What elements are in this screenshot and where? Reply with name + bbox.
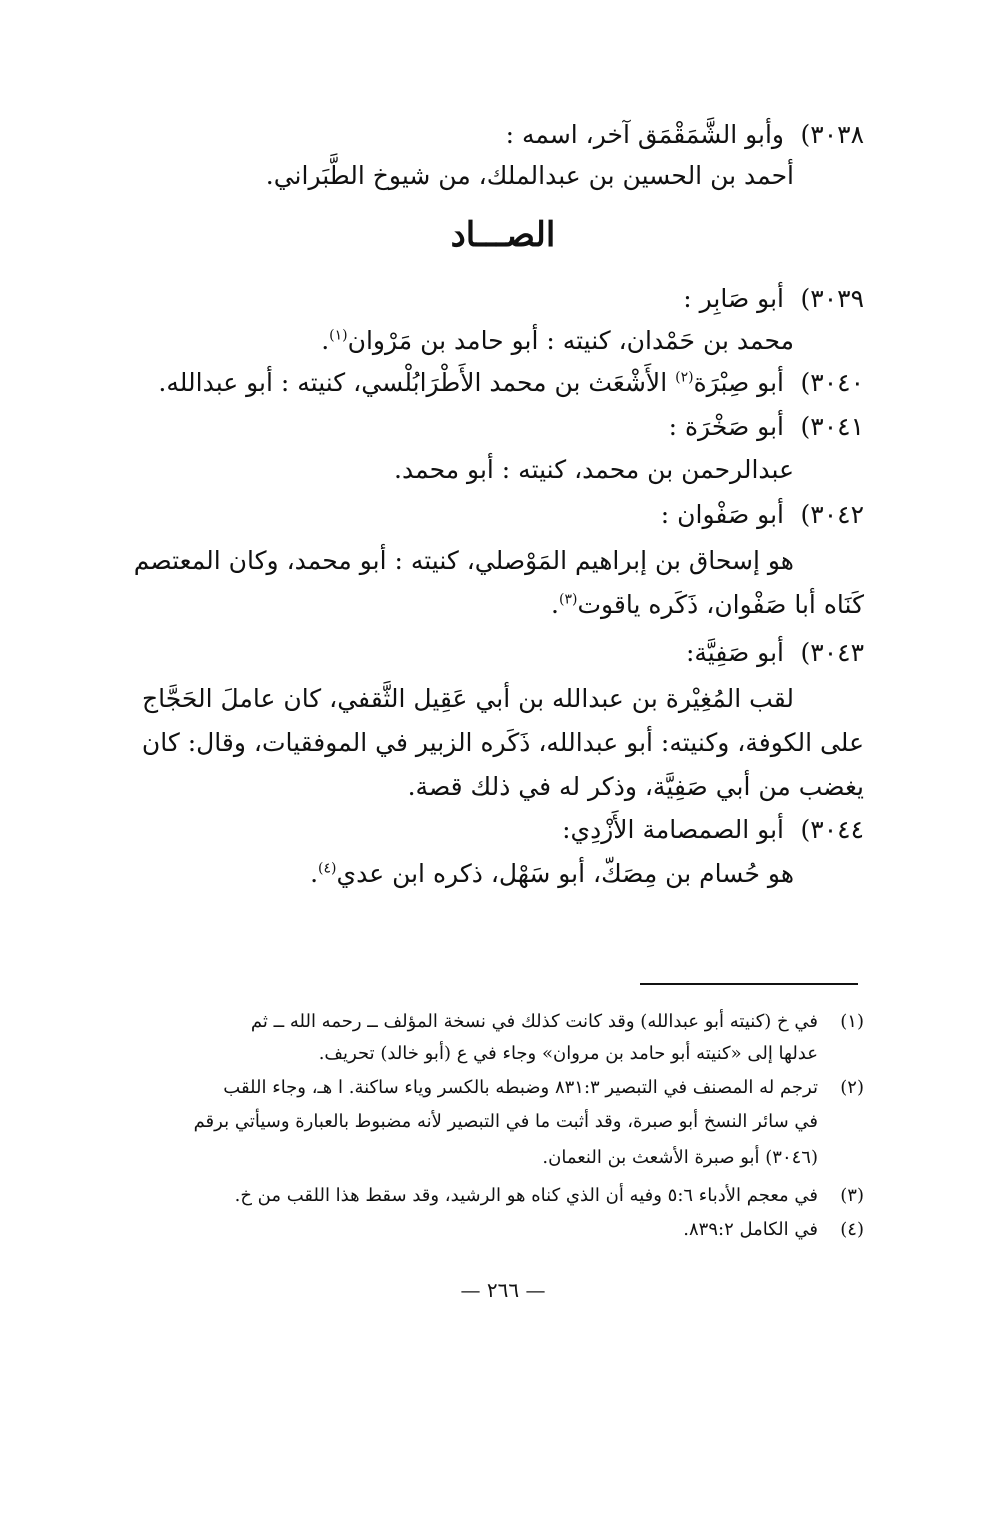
entry-3039-text [321, 322, 794, 360]
entry-number: ٣٠٤٤) [800, 815, 864, 844]
footnote-1 [251, 1006, 864, 1038]
entry-text: كَنَاه أبا صَفْوان، ذَكَره ياقوت [577, 590, 864, 619]
footnote-number: (٤) [840, 1219, 864, 1240]
entry-title: أبو صَابِر : [683, 284, 784, 313]
footnote-4 [683, 1214, 864, 1246]
entry-title: أبو صَفِيَّة: [685, 638, 784, 667]
entry-3043-text-1: لقب المُغِيْرة بن عبدالله بن أبي عَقِيل الثَّقفي، كان عاملَ الحَجَّاج [141, 684, 794, 713]
footnote-number: (٢) [840, 1077, 864, 1098]
footnote-separator [640, 983, 858, 985]
entry-title: أبو الصمصامة الأَزْدِي: [562, 815, 784, 844]
entry-3038-text: أحمد بن الحسين بن عبدالملك، من شيوخ الطَّبَراني. [265, 161, 794, 190]
entry-3039-head [683, 280, 864, 318]
entry-text-end: . [551, 590, 559, 619]
footnote-text: في خ (كنيته أبو عبدالله) وقد كانت كذلك في نسخة المؤلف ــ رحمه الله ــ ثم [250, 1011, 818, 1032]
entry-3043-head [686, 634, 864, 672]
entry-text: الأَشْعَث بن محمد الأَطْرَابُلْسي، كنيته : أبو عبدالله. [158, 368, 676, 397]
entry-3044-head [562, 811, 864, 849]
footnote-2-cont-1: في سائر النسخ أبو صبرة، وقد أثبت ما في التبصير لأنه مضبوط بالعبارة وسيأتي برقم [193, 1111, 818, 1132]
footnote-number: (١) [840, 1011, 864, 1032]
footnote-text: ترجم له المصنف في التبصير ٨٣١:٣ وضبطه بالكسر وياء ساكنة. ا هـ، وجاء اللقب [223, 1077, 818, 1098]
entry-3040-head [158, 364, 864, 402]
entry-number: ٣٠٣٩) [800, 284, 864, 313]
section-heading: الصـــاد [450, 215, 556, 255]
entry-title: أبو صَفْوان : [660, 500, 784, 529]
entry-3043-text-3: يغضب من أبي صَفِيَّة، وذكر له في ذلك قصة. [407, 772, 864, 801]
entry-number: ٣٠٤٢) [800, 500, 864, 529]
entry-title: أبو صَخْرَة : [668, 412, 784, 441]
entry-number: ٣٠٤٠) [800, 368, 864, 397]
entry-text-end: . [310, 859, 319, 888]
footnote-1-cont: عدلها إلى «كنيته أبو حامد بن مروان» وجاء في ع (أبو خالد) تحريف. [318, 1043, 818, 1064]
entry-3041-head [669, 408, 864, 446]
entry-text: هو حُسام بن مِصَكّ، أبو سَهْل، ذكره ابن عدي [336, 859, 794, 888]
footnote-ref: (١) [329, 327, 348, 344]
entry-number: ٣٠٤٣) [800, 638, 864, 667]
footnote-ref: (٣) [558, 591, 578, 608]
entry-3042-text-2 [551, 586, 864, 624]
entry-title: أبو صِبْرَة [693, 368, 784, 397]
footnote-text: في معجم الأدباء ٥:٦ وفيه أن الذي كناه هو الرشيد، وقد سقط هذا اللقب من خ. [234, 1185, 818, 1206]
entry-3044-text [310, 855, 794, 893]
footnote-ref: (٢) [675, 369, 694, 386]
entry-3038-head [506, 116, 864, 154]
footnote-2-cont-2: (٣٠٤٦) أبو صبرة الأشعث بن النعمان. [542, 1147, 818, 1168]
footnote-3 [235, 1180, 864, 1212]
entry-number: ٣٠٣٨) [800, 120, 864, 149]
footnote-text: في الكامل ٨٣٩:٢. [683, 1219, 818, 1240]
page-number: — ٢٦٦ — [460, 1278, 546, 1302]
entry-3041-text: عبدالرحمن بن محمد، كنيته : أبو محمد. [394, 455, 794, 484]
footnote-ref: (٤) [318, 860, 337, 877]
entry-text-end: . [321, 326, 330, 355]
entry-number: ٣٠٤١) [800, 412, 864, 441]
entry-3043-text-2: على الكوفة، وكنيته: أبو عبدالله، ذَكَره الزبير في الموفقيات، وقال: كان [141, 728, 864, 757]
entry-3042-text-1: هو إسحاق بن إبراهيم المَوْصلي، كنيته : أبو محمد، وكان المعتصم [133, 546, 794, 575]
entry-text: محمد بن حَمْدان، كنيته : أبو حامد بن مَرْوان [347, 326, 794, 355]
entry-title: وأبو الشَّمَقْمَق آخر، اسمه : [505, 120, 784, 149]
footnote-number: (٣) [840, 1185, 864, 1206]
footnote-2 [223, 1072, 864, 1104]
entry-3042-head [661, 496, 864, 534]
